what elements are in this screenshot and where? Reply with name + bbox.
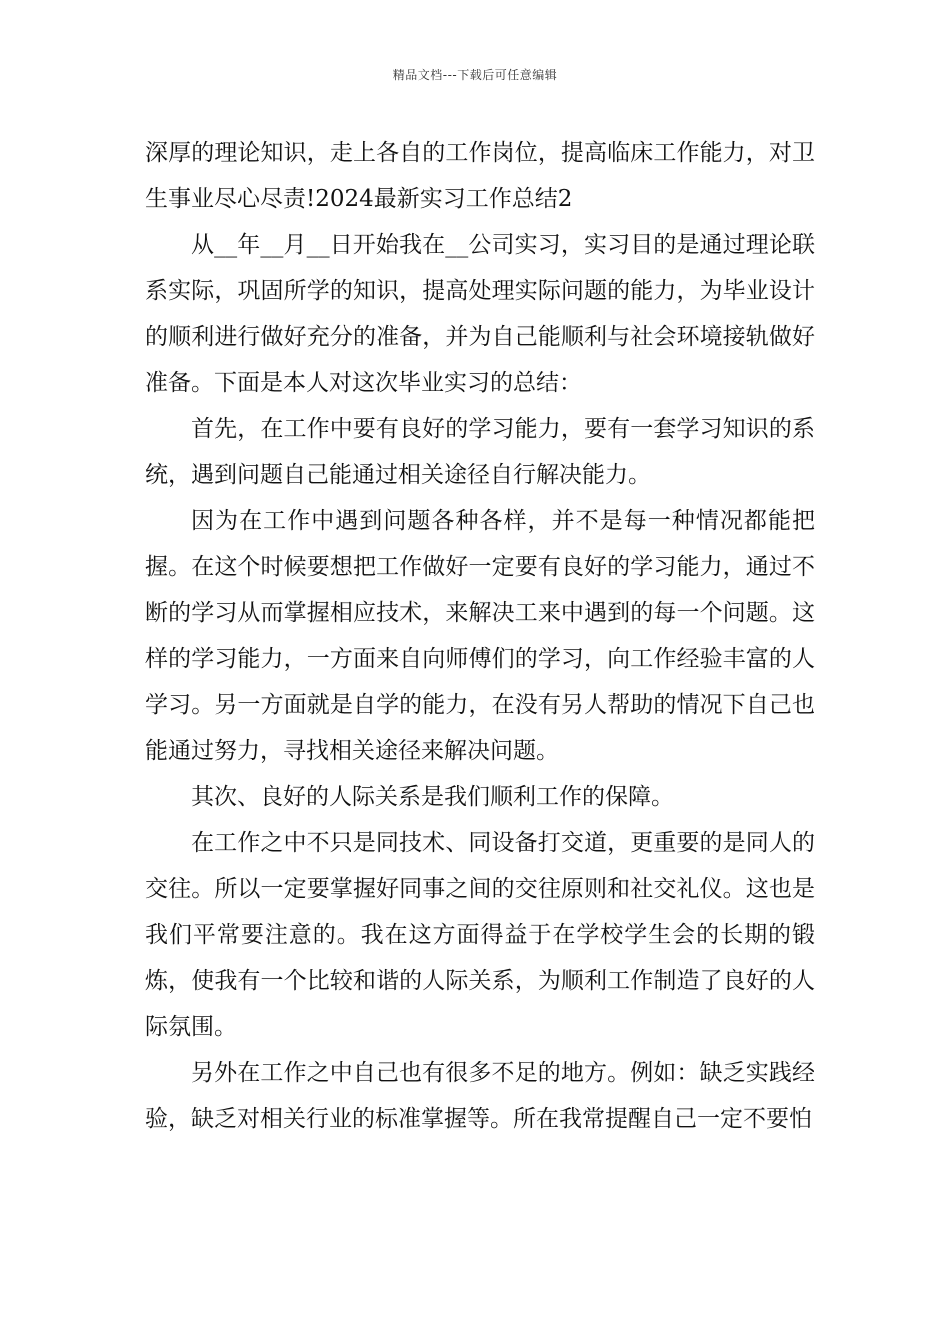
- document-body: [145, 130, 815, 1142]
- paragraph-4: 因为在工作中遇到问题各种各样，并不是每一种情况都能把握。在这个时候要想把工作做好一定要有良好的学习能力，通过不断的学习从而掌握相应技术，来解决工来中遇到的每一个问题。这样的学习能力，一方面来自向师傅们的学习，向工作经验丰富的人学习。另一方面就是自学的能力，在没有另人帮助的情况下自己也能通过努力，寻找相关途径来解决问题。: [145, 508, 815, 764]
- paragraph-1: 深厚的理论知识，走上各自的工作岗位，提高临床工作能力，对卫生事业尽心尽责!2024最新实习工作总结2: [145, 140, 815, 212]
- paragraph-5: 其次、良好的人际关系是我们顺利工作的保障。: [191, 784, 674, 810]
- paragraph-6: 在工作之中不只是同技术、同设备打交道，更重要的是同人的交往。所以一定要掌握好同事之间的交往原则和社交礼仪。这也是我们平常要注意的。我在这方面得益于在学校学生会的长期的锻炼，使我有一个比较和谐的人际关系，为顺利工作制造了良好的人际氛围。: [145, 830, 815, 1040]
- paragraph-7: 另外在工作之中自己也有很多不足的地方。例如：缺乏实践经验，缺乏对相关行业的标准掌握等。所在我常提醒自己一定不要怕: [145, 1060, 815, 1132]
- page-header: 精品文档---下载后可任意编辑: [392, 68, 558, 82]
- paragraph-3: 首先，在工作中要有良好的学习能力，要有一套学习知识的系统，遇到问题自己能通过相关途径自行解决能力。: [145, 416, 815, 488]
- paragraph-2: 从__年__月__日开始我在__公司实习，实习目的是通过理论联系实际，巩固所学的知识，提高处理实际问题的能力，为毕业设计的顺利进行做好充分的准备，并为自己能顺利与社会环境接轨做好准备。下面是本人对这次毕业实习的总结：: [145, 232, 815, 396]
